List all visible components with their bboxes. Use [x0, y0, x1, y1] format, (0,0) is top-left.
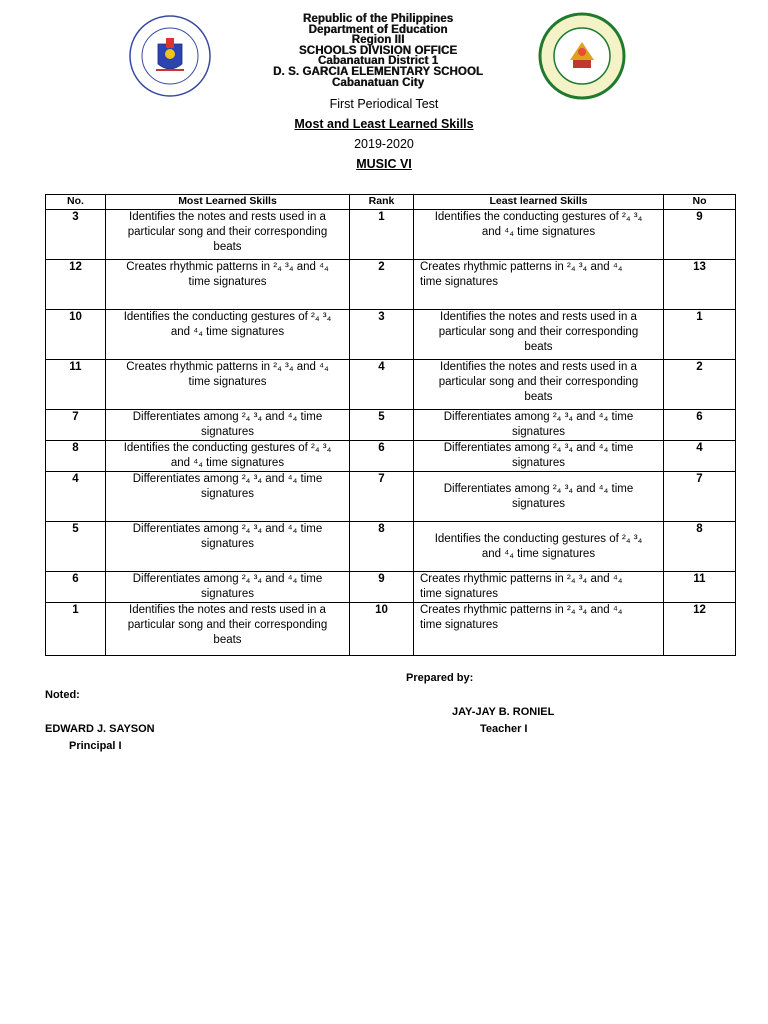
skill-text-line: Creates rhythmic patterns in ²₄ ³₄ and ⁴₄ [126, 361, 329, 373]
least-learned-number: 6 [664, 410, 736, 441]
table-header-row [46, 195, 736, 210]
skill-text-line: and ⁴₄ time signatures [170, 326, 285, 338]
skill-text-line: Differentiates among ²₄ ³₄ and ⁴₄ time [443, 482, 634, 495]
table-row [46, 572, 736, 603]
skill-text-line: beats [213, 634, 242, 646]
table-row [46, 410, 736, 441]
noted-label: Noted: [45, 689, 80, 701]
skill-text-line: Identifies the notes and rests used in a [440, 361, 637, 373]
skill-text-line: beats [213, 241, 242, 253]
least-learned-skill [414, 472, 664, 522]
table-row [46, 441, 736, 472]
table-row [46, 360, 736, 410]
header-line: SCHOOLS DIVISION OFFICE [298, 44, 458, 57]
skill-text-line: signatures [200, 538, 255, 550]
table-row [46, 260, 736, 310]
skill-text-line: signatures [200, 588, 255, 600]
rank-cell: 4 [350, 360, 414, 410]
skill-text-line: particular song and their corresponding [127, 226, 328, 238]
most-learned-skill [106, 572, 350, 603]
skill-text-line: Identifies the conducting gestures of ²₄ ³₄ [434, 532, 643, 545]
most-learned-skill [106, 603, 350, 656]
header-line: Cabanatuan City [331, 76, 425, 89]
most-learned-number: 6 [46, 572, 106, 603]
skills-title: Most and Least Learned Skills [294, 117, 474, 131]
skill-text-line: signatures [511, 426, 566, 438]
least-learned-number: 9 [664, 210, 736, 260]
letterhead [110, 8, 660, 96]
table-row [46, 210, 736, 260]
header-line: Region III [351, 34, 405, 47]
skill-text-line: signatures [200, 426, 255, 438]
least-learned-skill [414, 260, 664, 310]
skill-text-line: particular song and their corresponding [438, 326, 639, 338]
skill-text-line: time signatures [420, 619, 498, 631]
most-learned-skill [106, 260, 350, 310]
least-learned-number: 13 [664, 260, 736, 310]
document-titles [0, 94, 768, 174]
least-learned-skill [414, 410, 664, 441]
header-no: No. [46, 195, 106, 210]
skill-text-line: time signatures [420, 588, 498, 600]
skill-text-line: beats [524, 341, 553, 353]
least-learned-number: 12 [664, 603, 736, 656]
skill-text-line: and ⁴₄ time signatures [481, 547, 596, 560]
skill-text-line: Identifies the notes and rests used in a [129, 211, 326, 223]
least-learned-number: 1 [664, 310, 736, 360]
least-learned-skill [414, 360, 664, 410]
most-learned-number: 8 [46, 441, 106, 472]
skill-text-line: Creates rhythmic patterns in ²₄ ³₄ and ⁴₄ [126, 261, 329, 273]
subject-title: MUSIC VI [356, 157, 412, 171]
preparer-name: JAY-JAY B. RONIEL [452, 706, 555, 718]
skill-text-line: Creates rhythmic patterns in ²₄ ³₄ and ⁴₄ [420, 573, 623, 585]
most-learned-skill [106, 522, 350, 572]
skill-text-line: Identifies the conducting gestures of ²₄ ³₄ [123, 311, 332, 323]
rank-cell: 1 [350, 210, 414, 260]
noter-title: Principal I [69, 740, 122, 752]
skill-text-line: Identifies the conducting gestures of ²₄ ³₄ [434, 211, 643, 223]
most-learned-number: 12 [46, 260, 106, 310]
skill-text-line: and ⁴₄ time signatures [481, 226, 596, 238]
table-row [46, 603, 736, 656]
rank-cell: 3 [350, 310, 414, 360]
rank-cell: 5 [350, 410, 414, 441]
least-learned-skill [414, 572, 664, 603]
skill-text-line: and ⁴₄ time signatures [170, 457, 285, 469]
rank-cell: 6 [350, 441, 414, 472]
most-learned-skill [106, 441, 350, 472]
skill-text-line: signatures [200, 488, 255, 500]
rank-cell: 2 [350, 260, 414, 310]
skill-text-line: beats [524, 391, 553, 403]
least-learned-skill [414, 210, 664, 260]
least-learned-skill [414, 603, 664, 656]
header-least-learned: Least learned Skills [414, 195, 664, 210]
skills-table [45, 194, 736, 656]
skill-text-line: Differentiates among ²₄ ³₄ and ⁴₄ time [132, 411, 323, 423]
most-learned-number: 3 [46, 210, 106, 260]
school-seal-logo [530, 12, 634, 100]
header-line: Department of Education [308, 23, 448, 36]
skill-text-line: Differentiates among ²₄ ³₄ and ⁴₄ time [443, 411, 634, 423]
least-learned-number: 7 [664, 472, 736, 522]
header-most-learned: Most Learned Skills [106, 195, 350, 210]
most-learned-skill [106, 410, 350, 441]
skill-text-line: time signatures [188, 276, 267, 288]
most-learned-number: 10 [46, 310, 106, 360]
school-year: 2019-2020 [354, 137, 414, 151]
prepared-by-label: Prepared by: [406, 672, 474, 684]
noter-name: EDWARD J. SAYSON [45, 723, 155, 735]
skill-text-line: Identifies the conducting gestures of ²₄ ³₄ [123, 442, 332, 454]
header-line: D. S. GARCIA ELEMENTARY SCHOOL [272, 65, 483, 78]
skill-text-line: particular song and their corresponding [127, 619, 328, 631]
header-no-2: No [664, 195, 736, 210]
skill-text-line: Differentiates among ²₄ ³₄ and ⁴₄ time [443, 442, 634, 454]
deped-seal-logo [122, 14, 218, 98]
least-learned-number: 4 [664, 441, 736, 472]
most-learned-number: 11 [46, 360, 106, 410]
skill-text-line: Creates rhythmic patterns in ²₄ ³₄ and ⁴₄ [420, 604, 623, 616]
skill-text-line: time signatures [420, 276, 498, 288]
table-row [46, 310, 736, 360]
most-learned-skill [106, 472, 350, 522]
header-rank: Rank [350, 195, 414, 210]
skill-text-line: signatures [511, 457, 566, 469]
most-learned-number: 7 [46, 410, 106, 441]
least-learned-number: 11 [664, 572, 736, 603]
most-learned-number: 1 [46, 603, 106, 656]
most-learned-number: 5 [46, 522, 106, 572]
skill-text-line: Identifies the notes and rests used in a [129, 604, 326, 616]
skill-text-line: Differentiates among ²₄ ³₄ and ⁴₄ time [132, 473, 323, 485]
table-row [46, 472, 736, 522]
letterhead-text [228, 14, 528, 88]
most-learned-skill [106, 210, 350, 260]
header-line: Cabanatuan District 1 [317, 55, 439, 68]
header-line: Republic of the Philippines [302, 13, 454, 25]
least-learned-skill [414, 441, 664, 472]
skill-text-line: Creates rhythmic patterns in ²₄ ³₄ and ⁴₄ [420, 261, 623, 273]
rank-cell: 10 [350, 603, 414, 656]
rank-cell: 8 [350, 522, 414, 572]
skill-text-line: Differentiates among ²₄ ³₄ and ⁴₄ time [132, 573, 323, 585]
least-learned-skill [414, 522, 664, 572]
least-learned-skill [414, 310, 664, 360]
skill-text-line: Differentiates among ²₄ ³₄ and ⁴₄ time [132, 523, 323, 535]
least-learned-number: 8 [664, 522, 736, 572]
least-learned-number: 2 [664, 360, 736, 410]
skill-text-line: Identifies the notes and rests used in a [440, 311, 637, 323]
preparer-title: Teacher I [480, 723, 528, 735]
table-row [46, 522, 736, 572]
skill-text-line: signatures [511, 497, 566, 510]
test-title: First Periodical Test [329, 97, 439, 111]
rank-cell: 9 [350, 572, 414, 603]
skill-text-line: particular song and their corresponding [438, 376, 639, 388]
most-learned-skill [106, 310, 350, 360]
skill-text-line: time signatures [188, 376, 267, 388]
rank-cell: 7 [350, 472, 414, 522]
most-learned-skill [106, 360, 350, 410]
most-learned-number: 4 [46, 472, 106, 522]
